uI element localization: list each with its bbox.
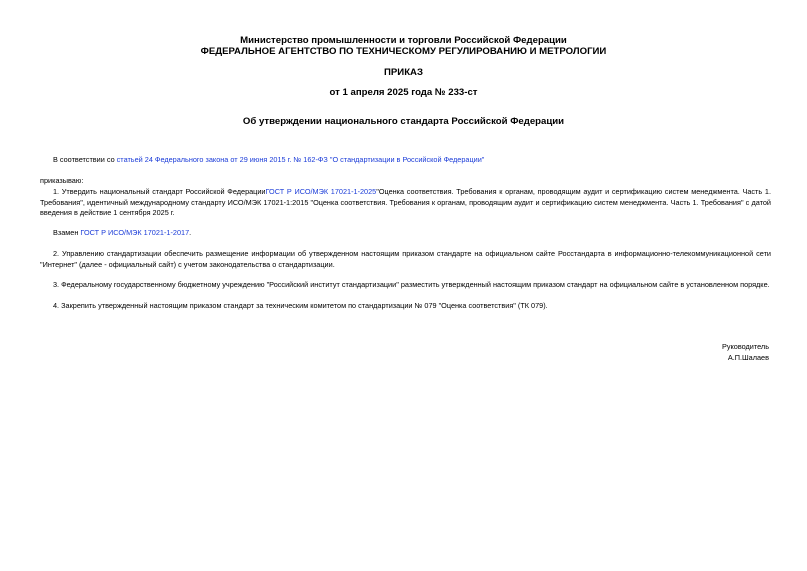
intro-paragraph (40, 155, 771, 166)
gost-2017-link[interactable]: ГОСТ Р ИСО/МЭК 17021-1-2017 (80, 228, 190, 237)
item-4-paragraph: 4. Закрепить утвержденный настоящим приказом стандарт за техническим комитетом по стандартизации № 079 "Оценка соответствия" (ТК 079). (53, 301, 548, 310)
item-1-paragraph (40, 187, 771, 219)
replace-paragraph (40, 228, 771, 239)
document-subject: Об утверждении национального стандарта Российской Федерации (242, 116, 565, 127)
replace-prefix: Взамен (53, 228, 81, 237)
replace-suffix: . (189, 228, 192, 237)
agency-name: ФЕДЕРАЛЬНОЕ АГЕНТСТВО ПО ТЕХНИЧЕСКОМУ РЕГУЛИРОВАНИЮ И МЕТРОЛОГИИ (200, 46, 607, 57)
order-word: приказываю: (40, 176, 84, 185)
item-2-paragraph: 2. Управлению стандартизации обеспечить размещение информации об утвержденном настоящим приказом стандарте на официальном сайте Росстандарта в информационно-телекоммуникационной сети "Интернет" (далее - официальный сайт) с учетом законодательства о стандартизации. (40, 249, 771, 269)
ministry-name: Министерство промышленности и торговли Российской Федерации (240, 35, 567, 46)
item-1-prefix: 1. Утвердить национальный стандарт Российской Федерации (53, 187, 266, 196)
item-1-suffix: "Оценка соответствия. Требования к органам, проводящим аудит и сертификацию систем менеджмента. Часть 1. Требования", идентичный международному стандарту ИСО/МЭК 17021-1:2015 "Оценка соответствия. Требования к органам, проводящим аудит и сертификацию систем менеджмента. Часть 1. Требования" с датой введения в действие 1 сентября 2025 г. (40, 187, 771, 217)
document-type: ПРИКАЗ (384, 67, 423, 78)
signature-name: А.П.Шалаев (727, 353, 769, 362)
item-3-paragraph: 3. Федеральному государственному бюджетному учреждению "Российский институт стандартизации" разместить утвержденный настоящим приказом стандарт на официальном сайте в установленном порядке. (53, 280, 770, 289)
gost-2025-link[interactable]: ГОСТ Р ИСО/МЭК 17021-1-2025 (265, 187, 377, 196)
intro-prefix: В соответствии со (53, 155, 117, 164)
law-article-link[interactable]: статьей 24 Федерального закона от 29 июня 2015 г. № 162-ФЗ "О стандартизации в Российской Федерации" (116, 155, 485, 164)
signature-title: Руководитель (721, 342, 769, 351)
document-date-number: от 1 апреля 2025 года № 233-ст (329, 87, 478, 98)
